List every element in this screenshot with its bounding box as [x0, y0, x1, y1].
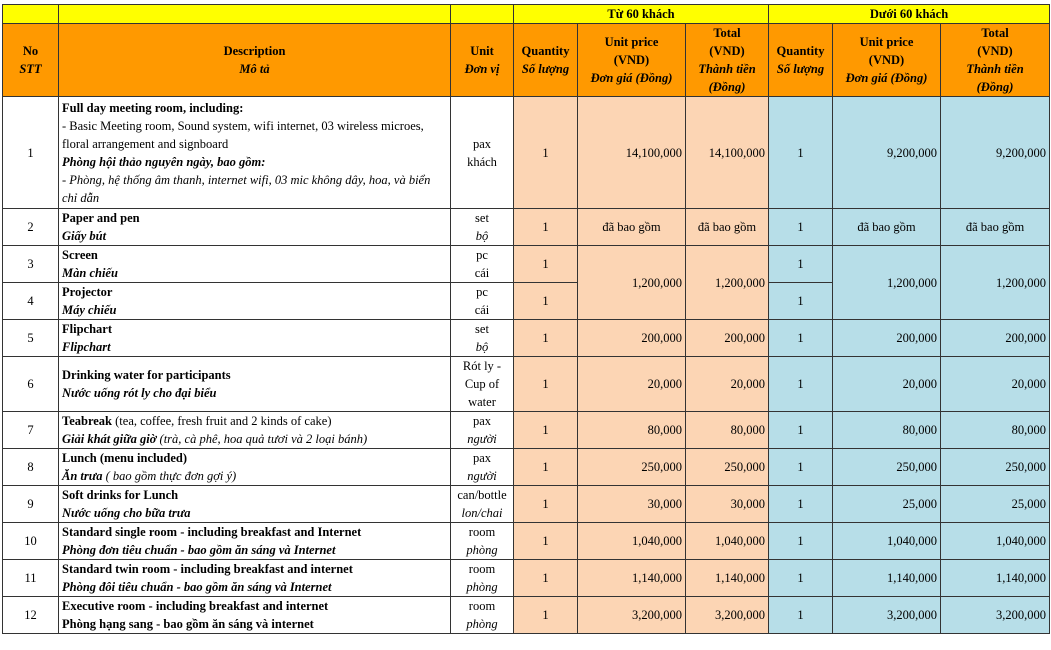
header-total-line: Total	[713, 26, 741, 40]
row-description	[59, 209, 451, 246]
quantity-under-60: 1	[769, 97, 833, 209]
unit-line: pax	[472, 414, 492, 428]
row-unit	[451, 486, 514, 523]
unit-line: Cup of	[464, 377, 500, 391]
header-no-line: No	[22, 44, 39, 58]
total-from-60: 30,000	[686, 486, 769, 523]
table-row	[3, 357, 1050, 412]
unit-price-from-60: 200,000	[578, 320, 686, 357]
total-from-60: 1,040,000	[686, 523, 769, 560]
quantity-under-60: 1	[769, 412, 833, 449]
header-unit-price-line: Đơn giá (Đồng)	[590, 71, 673, 85]
quantity-under-60: 1	[769, 283, 833, 320]
description-line: Flipchart	[62, 340, 111, 354]
header-total-line: (Đồng)	[708, 80, 746, 94]
unit-line: can/bottle	[457, 488, 507, 502]
total-from-60: 20,000	[686, 357, 769, 412]
row-number: 7	[3, 412, 59, 449]
quantity-from-60: 1	[514, 560, 578, 597]
group-header-row	[3, 5, 1050, 24]
header-unit	[451, 24, 514, 97]
unit-price-under-60: 1,140,000	[833, 560, 941, 597]
description-title: Ăn trưa	[62, 469, 103, 483]
unit-price-under-60: 9,200,000	[833, 97, 941, 209]
unit-price-from-60: 1,040,000	[578, 523, 686, 560]
description-line: Lunch (menu included)	[62, 451, 188, 465]
description-line: Phòng đôi tiêu chuẩn - bao gồm ăn sáng và Internet	[62, 580, 332, 594]
description-line: Phòng đơn tiêu chuẩn - bao gồm ăn sáng và Internet	[62, 543, 336, 557]
description-line: Standard single room - including breakfast and Internet	[62, 525, 362, 539]
table-row	[3, 486, 1050, 523]
group-under-60: Dưới 60 khách	[769, 5, 1050, 24]
table-row	[3, 560, 1050, 597]
quantity-from-60: 1	[514, 523, 578, 560]
row-unit	[451, 246, 514, 283]
description-detail: (trà, cà phê, hoa quả tươi và 2 loại bánh)	[156, 432, 368, 446]
row-number: 1	[3, 97, 59, 209]
total-under-60: 25,000	[941, 486, 1050, 523]
unit-price-from-60: 20,000	[578, 357, 686, 412]
unit-price-under-60: 3,200,000	[833, 597, 941, 634]
table-row	[3, 412, 1050, 449]
header-unit-price	[833, 24, 941, 97]
total-from-60: 1,200,000	[686, 246, 769, 320]
unit-line: Rót ly -	[462, 359, 502, 373]
description-line: Phòng hội thảo nguyên ngày, bao gồm:	[62, 154, 266, 169]
row-description	[59, 597, 451, 634]
row-unit	[451, 97, 514, 209]
row-unit	[451, 412, 514, 449]
row-number: 12	[3, 597, 59, 634]
row-unit	[451, 209, 514, 246]
header-description	[59, 24, 451, 97]
header-unit-line: Đơn vị	[464, 62, 500, 76]
header-unit-line: Unit	[470, 44, 494, 58]
unit-line: set	[475, 211, 489, 225]
header-total	[686, 24, 769, 97]
description-line: Paper and pen	[62, 211, 140, 225]
quantity-from-60: 1	[514, 412, 578, 449]
row-unit	[451, 523, 514, 560]
unit-price-from-60: 1,200,000	[578, 246, 686, 320]
description-line: Nước uống cho bữa trưa	[62, 506, 191, 520]
unit-line: room	[468, 525, 496, 539]
total-under-60: 20,000	[941, 357, 1050, 412]
row-description	[59, 97, 451, 209]
description-detail: ( bao gồm thực đơn gợi ý)	[102, 469, 237, 483]
description-line: Projector	[62, 285, 113, 299]
row-number: 3	[3, 246, 59, 283]
row-description	[59, 449, 451, 486]
row-number: 10	[3, 523, 59, 560]
description-line: Màn chiếu	[62, 266, 118, 280]
quantity-under-60: 1	[769, 357, 833, 412]
description-line: Standard twin room - including breakfast and internet	[62, 562, 353, 576]
quantity-from-60: 1	[514, 357, 578, 412]
description-title: Teabreak	[62, 414, 113, 428]
total-under-60: 9,200,000	[941, 97, 1050, 209]
row-number: 6	[3, 357, 59, 412]
unit-line: set	[475, 322, 489, 336]
row-unit	[451, 357, 514, 412]
table-row	[3, 523, 1050, 560]
description-line: Screen	[62, 248, 98, 262]
unit-price-under-60: đã bao gồm	[833, 209, 941, 246]
unit-line: pc	[476, 248, 488, 262]
total-from-60: đã bao gồm	[686, 209, 769, 246]
table-row	[3, 320, 1050, 357]
description-title: Giải khát giữa giờ	[62, 432, 157, 446]
quantity-from-60: 1	[514, 97, 578, 209]
row-number: 9	[3, 486, 59, 523]
description-line	[62, 412, 447, 430]
unit-price-from-60: 80,000	[578, 412, 686, 449]
header-description-line: Mô tả	[239, 62, 270, 76]
row-number: 4	[3, 283, 59, 320]
unit-price-under-60: 250,000	[833, 449, 941, 486]
header-total-line: Thành tiền	[698, 62, 756, 76]
table-row	[3, 209, 1050, 246]
total-from-60: 200,000	[686, 320, 769, 357]
unit-line: pc	[476, 285, 488, 299]
header-total-line: Thành tiền	[966, 62, 1024, 76]
description-line: Executive room - including breakfast and internet	[62, 599, 329, 613]
unit-price-from-60: 250,000	[578, 449, 686, 486]
total-from-60: 3,200,000	[686, 597, 769, 634]
unit-price-under-60: 25,000	[833, 486, 941, 523]
unit-line: phòng	[466, 617, 498, 631]
quantity-from-60: 1	[514, 486, 578, 523]
total-under-60: 1,140,000	[941, 560, 1050, 597]
unit-price-from-60: 30,000	[578, 486, 686, 523]
total-under-60: 80,000	[941, 412, 1050, 449]
quantity-under-60: 1	[769, 449, 833, 486]
total-under-60: 1,200,000	[941, 246, 1050, 320]
quantity-under-60: 1	[769, 523, 833, 560]
header-quantity-line: Số lượng	[776, 62, 825, 76]
header-no	[3, 24, 59, 97]
quantity-under-60: 1	[769, 560, 833, 597]
header-total-line: (VND)	[977, 44, 1013, 58]
blank-cell	[451, 5, 514, 24]
header-unit-price-line: Unit price	[859, 35, 914, 49]
total-from-60: 1,140,000	[686, 560, 769, 597]
unit-price-from-60: 3,200,000	[578, 597, 686, 634]
total-under-60: đã bao gồm	[941, 209, 1050, 246]
header-total-line: (VND)	[709, 44, 745, 58]
quantity-from-60: 1	[514, 246, 578, 283]
quantity-under-60: 1	[769, 486, 833, 523]
header-unit-price	[578, 24, 686, 97]
description-line: - Phòng, hệ thống âm thanh, internet wifi, 03 mic không dây, hoa, và biển chỉ dẫn	[62, 172, 431, 205]
quantity-under-60: 1	[769, 597, 833, 634]
unit-line: room	[468, 562, 496, 576]
header-description-line: Description	[223, 44, 286, 58]
description-line: Drinking water for participants	[62, 368, 231, 382]
header-quantity	[514, 24, 578, 97]
row-unit	[451, 449, 514, 486]
header-quantity-line: Quantity	[776, 44, 825, 58]
row-description	[59, 246, 451, 283]
description-line: Giấy bút	[62, 229, 107, 243]
header-total-line: (Đồng)	[976, 80, 1014, 94]
description-line: Soft drinks for Lunch	[62, 488, 179, 502]
quantity-from-60: 1	[514, 209, 578, 246]
total-under-60: 250,000	[941, 449, 1050, 486]
row-description	[59, 560, 451, 597]
total-from-60: 250,000	[686, 449, 769, 486]
unit-line: cái	[474, 266, 490, 280]
unit-price-from-60: 14,100,000	[578, 97, 686, 209]
unit-price-under-60: 1,200,000	[833, 246, 941, 320]
unit-price-from-60: đã bao gồm	[578, 209, 686, 246]
header-quantity-line: Số lượng	[521, 62, 570, 76]
group-from-60: Từ 60 khách	[514, 5, 769, 24]
description-line: - Basic Meeting room, Sound system, wifi internet, 03 wireless microes, floral arrangement and signboard	[62, 118, 424, 151]
unit-line: người	[467, 469, 497, 483]
table-row	[3, 449, 1050, 486]
unit-price-under-60: 200,000	[833, 320, 941, 357]
unit-price-from-60: 1,140,000	[578, 560, 686, 597]
row-number: 5	[3, 320, 59, 357]
table-row	[3, 97, 1050, 209]
total-under-60: 3,200,000	[941, 597, 1050, 634]
unit-line: water	[468, 395, 496, 409]
unit-line: lon/chai	[461, 506, 503, 520]
description-line: Full day meeting room, including:	[62, 100, 244, 115]
unit-line: phòng	[466, 580, 498, 594]
description-detail: (tea, coffee, fresh fruit and 2 kinds of cake)	[112, 414, 332, 428]
quantity-under-60: 1	[769, 209, 833, 246]
row-number: 8	[3, 449, 59, 486]
quantity-under-60: 1	[769, 246, 833, 283]
unit-price-under-60: 80,000	[833, 412, 941, 449]
column-header-row	[3, 24, 1050, 97]
unit-line: pax	[472, 451, 492, 465]
total-under-60: 1,040,000	[941, 523, 1050, 560]
table-row	[3, 597, 1050, 634]
unit-line: bộ	[475, 340, 489, 354]
description-line	[62, 430, 447, 448]
quantity-under-60: 1	[769, 320, 833, 357]
description-line	[62, 467, 447, 485]
quantity-from-60: 1	[514, 597, 578, 634]
total-from-60: 14,100,000	[686, 97, 769, 209]
row-unit	[451, 560, 514, 597]
header-quantity	[769, 24, 833, 97]
blank-cell	[3, 5, 59, 24]
unit-line: người	[467, 432, 497, 446]
quantity-from-60: 1	[514, 320, 578, 357]
row-description	[59, 283, 451, 320]
row-unit	[451, 283, 514, 320]
header-total	[941, 24, 1050, 97]
unit-price-under-60: 1,040,000	[833, 523, 941, 560]
row-number: 11	[3, 560, 59, 597]
table-row	[3, 246, 1050, 283]
row-description	[59, 320, 451, 357]
unit-price-under-60: 20,000	[833, 357, 941, 412]
header-quantity-line: Quantity	[521, 44, 570, 58]
row-description	[59, 412, 451, 449]
unit-line: pax	[472, 136, 492, 151]
row-description	[59, 486, 451, 523]
header-unit-price-line: (VND)	[868, 53, 905, 67]
header-unit-price-line: Unit price	[604, 35, 659, 49]
total-from-60: 80,000	[686, 412, 769, 449]
unit-line: khách	[467, 154, 497, 169]
unit-line: bộ	[475, 229, 489, 243]
description-line: Flipchart	[62, 322, 112, 336]
header-unit-price-line: Đơn giá (Đồng)	[845, 71, 928, 85]
row-description	[59, 357, 451, 412]
header-unit-price-line: (VND)	[613, 53, 650, 67]
quantity-from-60: 1	[514, 283, 578, 320]
quotation-table	[2, 4, 1050, 634]
header-no-line: STT	[19, 62, 42, 76]
unit-line: room	[468, 599, 496, 613]
row-number: 2	[3, 209, 59, 246]
description-line: Nước uống rót ly cho đại biểu	[62, 386, 217, 400]
row-description	[59, 523, 451, 560]
description-line: Máy chiếu	[62, 303, 117, 317]
total-under-60: 200,000	[941, 320, 1050, 357]
blank-cell	[59, 5, 451, 24]
row-unit	[451, 320, 514, 357]
description-line: Phòng hạng sang - bao gồm ăn sáng và internet	[62, 617, 314, 631]
unit-line: phòng	[466, 543, 498, 557]
row-unit	[451, 597, 514, 634]
unit-line: cái	[474, 303, 490, 317]
quantity-from-60: 1	[514, 449, 578, 486]
header-total-line: Total	[981, 26, 1009, 40]
